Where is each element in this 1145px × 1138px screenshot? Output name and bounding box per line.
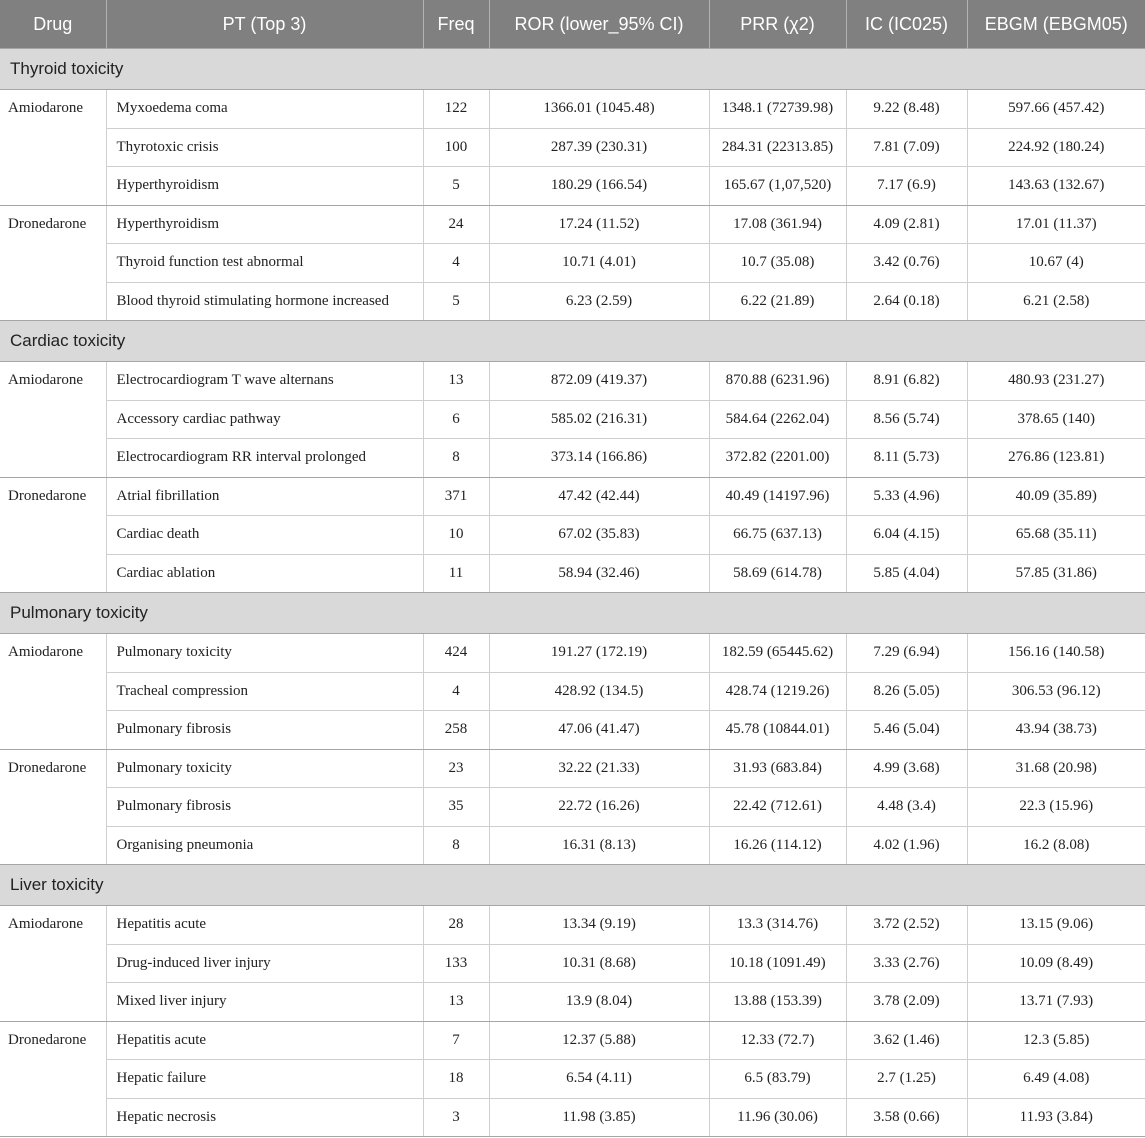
ic-cell: 2.7 (1.25) (846, 1060, 967, 1099)
freq-cell: 13 (423, 983, 489, 1022)
ebgm-cell: 597.66 (457.42) (967, 90, 1145, 129)
prr-cell: 58.69 (614.78) (709, 554, 846, 593)
prr-cell: 10.7 (35.08) (709, 244, 846, 283)
prr-cell: 45.78 (10844.01) (709, 711, 846, 750)
section-title: Cardiac toxicity (0, 321, 1145, 362)
ebgm-cell: 22.3 (15.96) (967, 788, 1145, 827)
prr-cell: 284.31 (22313.85) (709, 128, 846, 167)
prr-cell: 870.88 (6231.96) (709, 362, 846, 401)
pt-cell: Myxoedema coma (106, 90, 423, 129)
table-row (0, 983, 1145, 1022)
freq-cell: 258 (423, 711, 489, 750)
freq-cell: 7 (423, 1021, 489, 1060)
prr-cell: 372.82 (2201.00) (709, 439, 846, 478)
ic-cell: 5.33 (4.96) (846, 477, 967, 516)
table-row (0, 634, 1145, 673)
ebgm-cell: 57.85 (31.86) (967, 554, 1145, 593)
ic-cell: 6.04 (4.15) (846, 516, 967, 555)
drug-cell: Dronedarone (0, 1021, 106, 1137)
drug-cell: Amiodarone (0, 90, 106, 206)
freq-cell: 122 (423, 90, 489, 129)
ic-cell: 7.81 (7.09) (846, 128, 967, 167)
ic-cell: 7.29 (6.94) (846, 634, 967, 673)
section-row (0, 49, 1145, 90)
ebgm-cell: 10.09 (8.49) (967, 944, 1145, 983)
ic-cell: 5.46 (5.04) (846, 711, 967, 750)
pt-cell: Hepatitis acute (106, 1021, 423, 1060)
ebgm-cell: 306.53 (96.12) (967, 672, 1145, 711)
ebgm-cell: 143.63 (132.67) (967, 167, 1145, 206)
prr-cell: 66.75 (637.13) (709, 516, 846, 555)
ebgm-cell: 13.71 (7.93) (967, 983, 1145, 1022)
ic-cell: 3.33 (2.76) (846, 944, 967, 983)
table-row (0, 167, 1145, 206)
freq-cell: 4 (423, 672, 489, 711)
freq-cell: 3 (423, 1098, 489, 1137)
pt-cell: Pulmonary toxicity (106, 749, 423, 788)
ebgm-cell: 224.92 (180.24) (967, 128, 1145, 167)
pt-cell: Mixed liver injury (106, 983, 423, 1022)
pt-cell: Pulmonary fibrosis (106, 711, 423, 750)
prr-cell: 22.42 (712.61) (709, 788, 846, 827)
table-row (0, 1021, 1145, 1060)
ic-cell: 3.62 (1.46) (846, 1021, 967, 1060)
ror-cell: 16.31 (8.13) (489, 826, 709, 865)
ror-cell: 6.54 (4.11) (489, 1060, 709, 1099)
ic-cell: 3.78 (2.09) (846, 983, 967, 1022)
prr-cell: 6.5 (83.79) (709, 1060, 846, 1099)
freq-cell: 18 (423, 1060, 489, 1099)
ror-cell: 287.39 (230.31) (489, 128, 709, 167)
pt-cell: Cardiac ablation (106, 554, 423, 593)
ror-cell: 13.34 (9.19) (489, 906, 709, 945)
ebgm-cell: 40.09 (35.89) (967, 477, 1145, 516)
table-row (0, 362, 1145, 401)
drug-cell: Amiodarone (0, 906, 106, 1022)
prr-cell: 11.96 (30.06) (709, 1098, 846, 1137)
table-row (0, 906, 1145, 945)
header-freq: Freq (423, 0, 489, 49)
prr-cell: 428.74 (1219.26) (709, 672, 846, 711)
table-row (0, 1098, 1145, 1137)
table-row (0, 516, 1145, 555)
pt-cell: Atrial fibrillation (106, 477, 423, 516)
freq-cell: 11 (423, 554, 489, 593)
prr-cell: 584.64 (2262.04) (709, 400, 846, 439)
prr-cell: 182.59 (65445.62) (709, 634, 846, 673)
freq-cell: 5 (423, 167, 489, 206)
ror-cell: 191.27 (172.19) (489, 634, 709, 673)
ror-cell: 10.71 (4.01) (489, 244, 709, 283)
ic-cell: 3.72 (2.52) (846, 906, 967, 945)
section-title: Thyroid toxicity (0, 49, 1145, 90)
ebgm-cell: 6.49 (4.08) (967, 1060, 1145, 1099)
header-drug: Drug (0, 0, 106, 49)
ror-cell: 373.14 (166.86) (489, 439, 709, 478)
pt-cell: Thyroid function test abnormal (106, 244, 423, 283)
pt-cell: Pulmonary toxicity (106, 634, 423, 673)
ebgm-cell: 276.86 (123.81) (967, 439, 1145, 478)
pt-cell: Blood thyroid stimulating hormone increased (106, 282, 423, 321)
prr-cell: 16.26 (114.12) (709, 826, 846, 865)
ebgm-cell: 480.93 (231.27) (967, 362, 1145, 401)
ic-cell: 9.22 (8.48) (846, 90, 967, 129)
ror-cell: 872.09 (419.37) (489, 362, 709, 401)
ic-cell: 7.17 (6.9) (846, 167, 967, 206)
table-header (0, 0, 1145, 49)
ebgm-cell: 43.94 (38.73) (967, 711, 1145, 750)
section-title: Liver toxicity (0, 865, 1145, 906)
pt-cell: Thyrotoxic crisis (106, 128, 423, 167)
header-prr: PRR (χ2) (709, 0, 846, 49)
header-ror: ROR (lower_95% CI) (489, 0, 709, 49)
ic-cell: 3.58 (0.66) (846, 1098, 967, 1137)
prr-cell: 13.3 (314.76) (709, 906, 846, 945)
ror-cell: 22.72 (16.26) (489, 788, 709, 827)
ebgm-cell: 65.68 (35.11) (967, 516, 1145, 555)
freq-cell: 13 (423, 362, 489, 401)
freq-cell: 8 (423, 439, 489, 478)
ebgm-cell: 6.21 (2.58) (967, 282, 1145, 321)
drug-cell: Dronedarone (0, 749, 106, 865)
table-row (0, 477, 1145, 516)
table-row (0, 244, 1145, 283)
pt-cell: Drug-induced liver injury (106, 944, 423, 983)
ror-cell: 428.92 (134.5) (489, 672, 709, 711)
ebgm-cell: 13.15 (9.06) (967, 906, 1145, 945)
ebgm-cell: 12.3 (5.85) (967, 1021, 1145, 1060)
table-row (0, 439, 1145, 478)
pt-cell: Cardiac death (106, 516, 423, 555)
ic-cell: 4.02 (1.96) (846, 826, 967, 865)
table-row (0, 711, 1145, 750)
drug-cell: Amiodarone (0, 634, 106, 750)
ebgm-cell: 10.67 (4) (967, 244, 1145, 283)
pt-cell: Hepatic necrosis (106, 1098, 423, 1137)
prr-cell: 1348.1 (72739.98) (709, 90, 846, 129)
ror-cell: 6.23 (2.59) (489, 282, 709, 321)
section-title: Pulmonary toxicity (0, 593, 1145, 634)
section-row (0, 321, 1145, 362)
table-row (0, 749, 1145, 788)
ror-cell: 58.94 (32.46) (489, 554, 709, 593)
pt-cell: Electrocardiogram T wave alternans (106, 362, 423, 401)
ebgm-cell: 11.93 (3.84) (967, 1098, 1145, 1137)
table-row (0, 826, 1145, 865)
ebgm-cell: 156.16 (140.58) (967, 634, 1145, 673)
ror-cell: 1366.01 (1045.48) (489, 90, 709, 129)
ror-cell: 12.37 (5.88) (489, 1021, 709, 1060)
table-row (0, 944, 1145, 983)
pt-cell: Hyperthyroidism (106, 205, 423, 244)
ror-cell: 47.42 (42.44) (489, 477, 709, 516)
table-row (0, 90, 1145, 129)
ic-cell: 3.42 (0.76) (846, 244, 967, 283)
ic-cell: 8.56 (5.74) (846, 400, 967, 439)
freq-cell: 23 (423, 749, 489, 788)
prr-cell: 165.67 (1,07,520) (709, 167, 846, 206)
table-row (0, 788, 1145, 827)
ic-cell: 5.85 (4.04) (846, 554, 967, 593)
header-pt: PT (Top 3) (106, 0, 423, 49)
section-row (0, 865, 1145, 906)
ic-cell: 8.26 (5.05) (846, 672, 967, 711)
pt-cell: Hepatic failure (106, 1060, 423, 1099)
pt-cell: Hepatitis acute (106, 906, 423, 945)
freq-cell: 133 (423, 944, 489, 983)
table-row (0, 672, 1145, 711)
freq-cell: 28 (423, 906, 489, 945)
ic-cell: 4.48 (3.4) (846, 788, 967, 827)
ebgm-cell: 16.2 (8.08) (967, 826, 1145, 865)
freq-cell: 35 (423, 788, 489, 827)
ror-cell: 67.02 (35.83) (489, 516, 709, 555)
pt-cell: Pulmonary fibrosis (106, 788, 423, 827)
pt-cell: Organising pneumonia (106, 826, 423, 865)
freq-cell: 4 (423, 244, 489, 283)
drug-cell: Amiodarone (0, 362, 106, 478)
pt-cell: Electrocardiogram RR interval prolonged (106, 439, 423, 478)
pt-cell: Hyperthyroidism (106, 167, 423, 206)
ror-cell: 13.9 (8.04) (489, 983, 709, 1022)
table-row (0, 400, 1145, 439)
section-row (0, 593, 1145, 634)
freq-cell: 24 (423, 205, 489, 244)
freq-cell: 100 (423, 128, 489, 167)
ror-cell: 180.29 (166.54) (489, 167, 709, 206)
table-row (0, 205, 1145, 244)
freq-cell: 8 (423, 826, 489, 865)
freq-cell: 424 (423, 634, 489, 673)
ic-cell: 4.99 (3.68) (846, 749, 967, 788)
ic-cell: 2.64 (0.18) (846, 282, 967, 321)
freq-cell: 5 (423, 282, 489, 321)
header-row (0, 0, 1145, 49)
drug-cell: Dronedarone (0, 205, 106, 321)
drug-cell: Dronedarone (0, 477, 106, 593)
ror-cell: 585.02 (216.31) (489, 400, 709, 439)
prr-cell: 13.88 (153.39) (709, 983, 846, 1022)
prr-cell: 40.49 (14197.96) (709, 477, 846, 516)
ror-cell: 11.98 (3.85) (489, 1098, 709, 1137)
ic-cell: 8.91 (6.82) (846, 362, 967, 401)
prr-cell: 12.33 (72.7) (709, 1021, 846, 1060)
header-ebgm: EBGM (EBGM05) (967, 0, 1145, 49)
ebgm-cell: 31.68 (20.98) (967, 749, 1145, 788)
table-row (0, 554, 1145, 593)
table-row (0, 1060, 1145, 1099)
prr-cell: 10.18 (1091.49) (709, 944, 846, 983)
table-row (0, 282, 1145, 321)
pt-cell: Accessory cardiac pathway (106, 400, 423, 439)
ebgm-cell: 17.01 (11.37) (967, 205, 1145, 244)
header-ic: IC (IC025) (846, 0, 967, 49)
ic-cell: 8.11 (5.73) (846, 439, 967, 478)
pt-cell: Tracheal compression (106, 672, 423, 711)
ror-cell: 17.24 (11.52) (489, 205, 709, 244)
ror-cell: 32.22 (21.33) (489, 749, 709, 788)
table-body (0, 49, 1145, 1137)
prr-cell: 6.22 (21.89) (709, 282, 846, 321)
prr-cell: 17.08 (361.94) (709, 205, 846, 244)
freq-cell: 6 (423, 400, 489, 439)
freq-cell: 10 (423, 516, 489, 555)
freq-cell: 371 (423, 477, 489, 516)
table-row (0, 128, 1145, 167)
prr-cell: 31.93 (683.84) (709, 749, 846, 788)
ic-cell: 4.09 (2.81) (846, 205, 967, 244)
ror-cell: 47.06 (41.47) (489, 711, 709, 750)
ror-cell: 10.31 (8.68) (489, 944, 709, 983)
ebgm-cell: 378.65 (140) (967, 400, 1145, 439)
